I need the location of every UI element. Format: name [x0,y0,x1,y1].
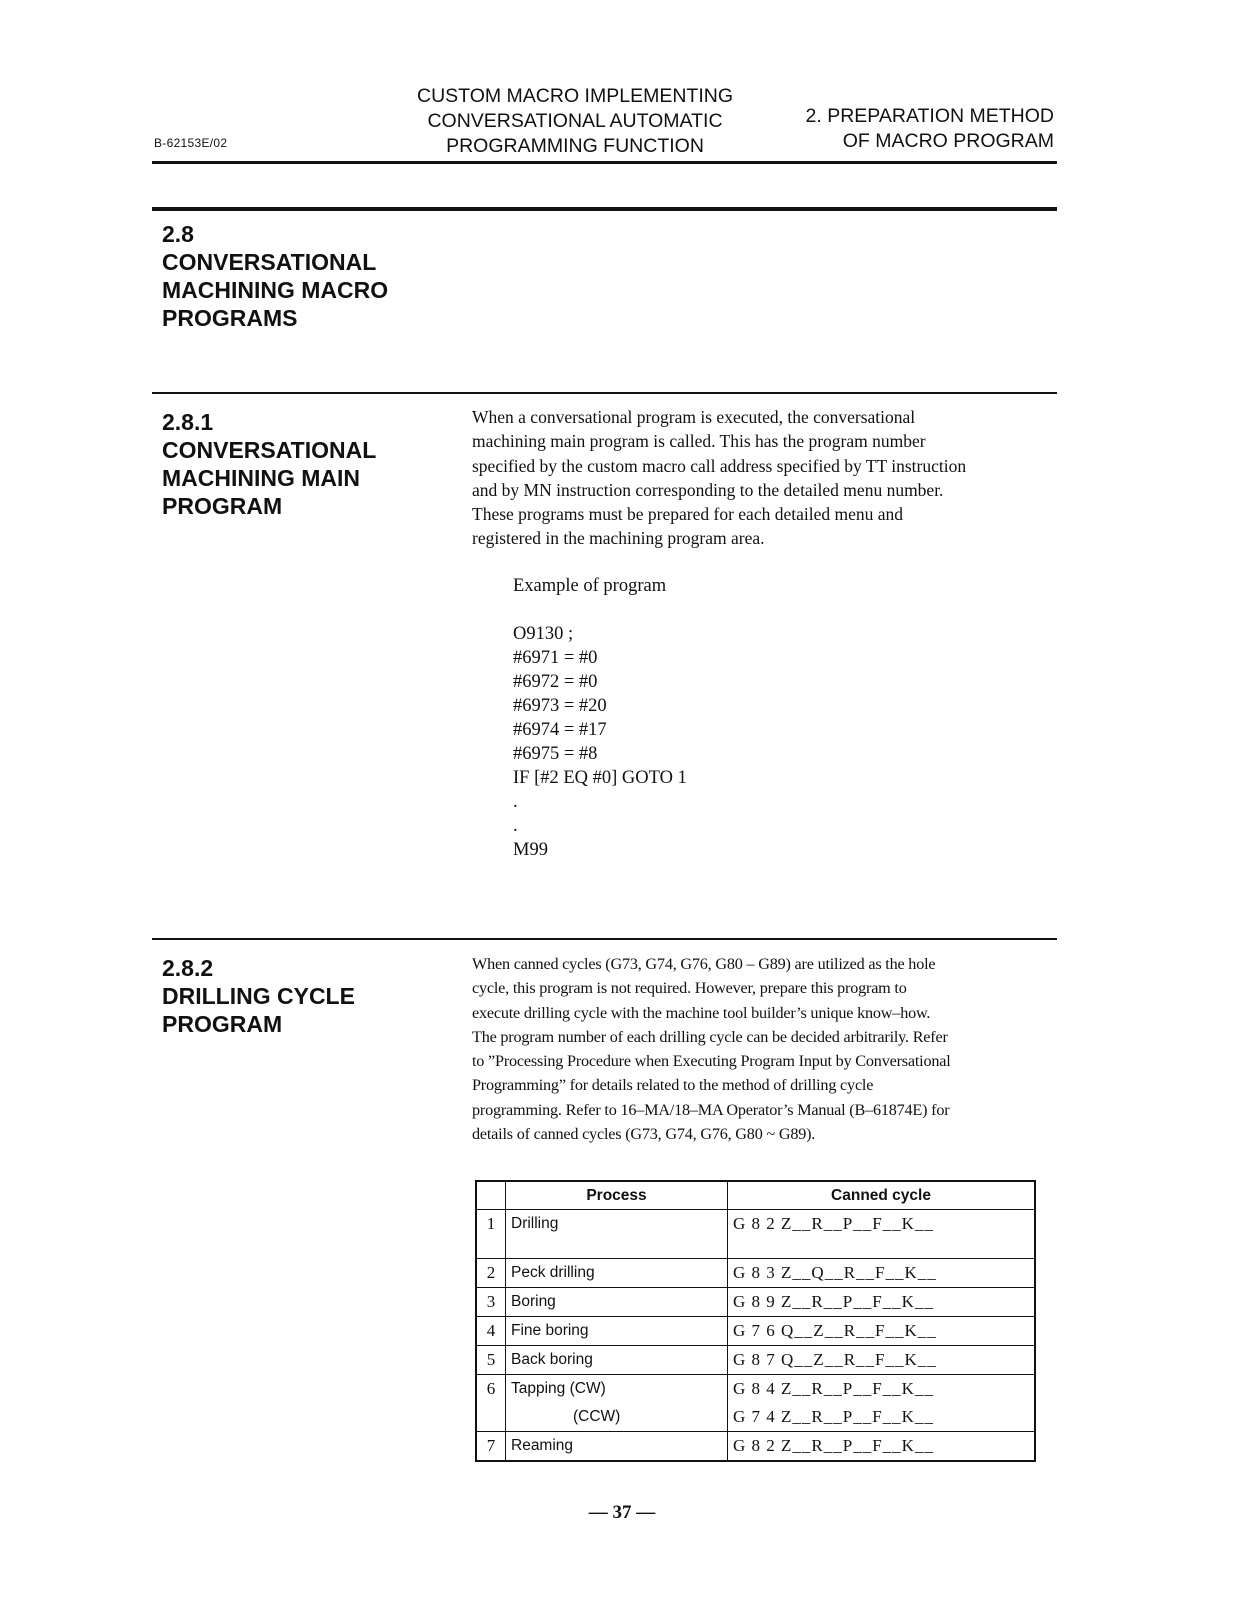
canned-cycle-cell: G 8 2 Z__R__P__F__K__ [728,1432,1036,1462]
header-cell-process: Process [506,1181,728,1210]
section-2-8-1-body [472,405,966,551]
row-number: 5 [476,1346,506,1375]
table-row [476,1375,1035,1432]
canned-cycle-cell: G 8 9 Z__R__P__F__K__ [728,1288,1036,1317]
section-2-8-2-body [472,952,951,1146]
body-line: specified by the custom macro call address specified by TT instruction [472,455,967,476]
body-line: programming. Refer to 16–MA/18–MA Operator’s Manual (B–61874E) for [472,1100,950,1119]
body-line: registered in the machining program area. [472,528,765,549]
code-line: #6971 = #0 [513,648,598,668]
table-header-row [476,1181,1035,1210]
code-line: O9130 ; [513,624,574,644]
header-right-line: 2. PREPARATION METHOD [805,105,1054,127]
section-2-8-heading [162,220,388,332]
section-number: 2.8 [162,221,194,247]
canned-cycle-cell: G 7 6 Q__Z__R__F__K__ [728,1317,1036,1346]
section-title-line: MACHINING MACRO [162,277,389,303]
section-title-line: PROGRAM [162,493,283,519]
canned-cycle-cell: G 8 2 Z__R__P__F__K__ [728,1210,1036,1259]
row-number: 1 [476,1210,506,1259]
header-cell-canned-cycle: Canned cycle [728,1181,1036,1210]
body-line: These programs must be prepared for each detailed menu and [472,504,904,525]
body-line: Programming” for details related to the method of drilling cycle [472,1076,874,1095]
row-number: 4 [476,1317,506,1346]
process-line-ccw: (CCW) [573,1408,621,1425]
document-id: B-62153E/02 [154,136,228,150]
example-code [513,622,687,862]
header-right-line: OF MACRO PROGRAM [842,130,1054,152]
canned-cycle-line: G 7 4 Z__R__P__F__K__ [733,1407,934,1426]
body-line: cycle, this program is not required. However, prepare this program to [472,979,907,998]
table-row [476,1288,1035,1317]
body-line: and by MN instruction corresponding to the detailed menu number. [472,479,944,500]
body-line: When a conversational program is executed, the conversational [472,407,916,427]
code-line: M99 [513,840,548,860]
header-right-title [760,104,1054,154]
code-line: #6972 = #0 [513,672,598,692]
code-ellipsis-dot: . [513,792,518,812]
header-cell-no [476,1181,506,1210]
process-cell: Boring [506,1288,728,1317]
section-title-line: CONVERSATIONAL [162,437,377,463]
canned-cycle-cell [728,1375,1036,1432]
section-rule [152,938,1057,940]
row-number: 6 [476,1375,506,1432]
row-number: 3 [476,1288,506,1317]
code-line: #6974 = #17 [513,720,607,740]
code-line: IF [#2 EQ #0] GOTO 1 [513,768,687,788]
section-title-line: PROGRAM [162,1011,283,1037]
section-2-8-1-heading [162,408,376,520]
section-number: 2.8.1 [162,409,214,435]
body-line: machining main program is called. This has the program number [472,431,926,452]
canned-cycle-cell: G 8 3 Z__Q__R__F__K__ [728,1259,1036,1288]
row-number: 2 [476,1259,506,1288]
body-line: execute drilling cycle with the machine tool builder’s unique know–how. [472,1003,931,1022]
header-center-line: CONVERSATIONAL AUTOMATIC [427,110,723,132]
table-row [476,1432,1035,1462]
body-line: When canned cycles (G73, G74, G76, G80 – G89) are utilized as the hole [472,955,936,973]
row-number: 7 [476,1432,506,1462]
process-cell [506,1375,728,1432]
body-line: details of canned cycles (G73, G74, G76, G80 ~ G89). [472,1125,816,1144]
section-title-line: PROGRAMS [162,305,298,331]
section-number: 2.8.2 [162,955,214,981]
code-line: #6975 = #8 [513,744,598,764]
table-row [476,1210,1035,1259]
process-cell: Back boring [506,1346,728,1375]
section-rule [152,207,1057,211]
process-line: Tapping (CW) [511,1380,606,1397]
table-row [476,1346,1035,1375]
process-cell: Drilling [506,1210,728,1259]
body-line: The program number of each drilling cycle can be decided arbitrarily. Refer [472,1027,948,1046]
example-label: Example of program [513,576,667,596]
header-rule [152,161,1057,164]
canned-cycle-line: G 8 4 Z__R__P__F__K__ [733,1379,934,1398]
section-title-line: MACHINING MAIN [162,465,361,491]
code-ellipsis-dot: . [513,816,518,836]
code-line: #6973 = #20 [513,696,607,716]
header-center-title [390,84,760,159]
header-center-line: PROGRAMMING FUNCTION [446,135,704,157]
canned-cycle-cell: G 8 7 Q__Z__R__F__K__ [728,1346,1036,1375]
drilling-cycle-table [475,1180,1036,1462]
page-number: — 37 — [588,1502,656,1523]
section-2-8-2-heading [162,954,355,1038]
header-center-line: CUSTOM MACRO IMPLEMENTING [417,85,733,107]
section-title-line: DRILLING CYCLE [162,983,355,1009]
process-cell: Fine boring [506,1317,728,1346]
section-rule [152,392,1057,394]
body-line: to ”Processing Procedure when Executing Program Input by Conversational [472,1052,951,1071]
table-row [476,1259,1035,1288]
process-cell: Reaming [506,1432,728,1462]
table-row [476,1317,1035,1346]
section-title-line: CONVERSATIONAL [162,249,377,275]
process-cell: Peck drilling [506,1259,728,1288]
